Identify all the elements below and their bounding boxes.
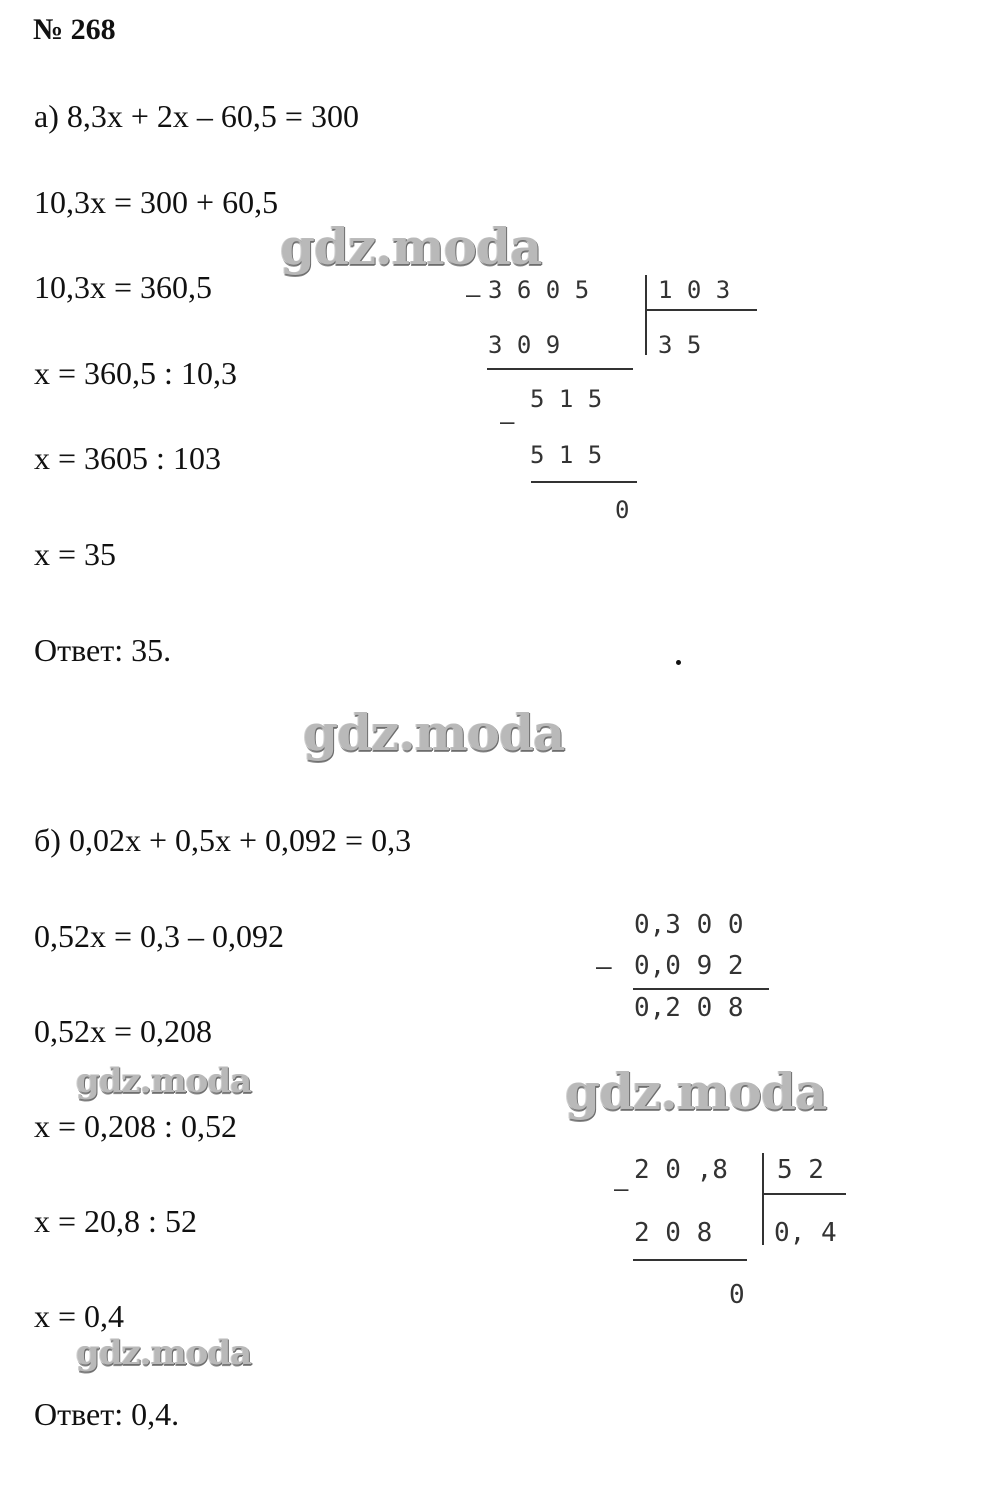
division-quotient: 3 5: [658, 331, 702, 359]
division-b-remainder: 0: [729, 1280, 745, 1310]
watermark-1: gdz.moda: [280, 217, 542, 276]
subtraction-minus: –: [596, 952, 612, 982]
division-bar: [645, 275, 647, 355]
part-a-line-2: 10,3x = 300 + 60,5: [34, 184, 279, 220]
division-b-divisor-underline: [762, 1193, 846, 1195]
division-b-line: [633, 1259, 747, 1261]
division-b-bar: [762, 1153, 764, 1245]
division-dividend: 3 6 0 5: [488, 276, 590, 304]
watermark-5: gdz.moda: [76, 1333, 252, 1373]
division-step1-sub: 3 0 9: [488, 331, 561, 359]
division-minus-2: –: [500, 408, 515, 436]
divisor-underline: [645, 309, 757, 311]
part-a-line-6: x = 35: [34, 536, 117, 572]
subtraction-result: 0,2 0 8: [634, 993, 744, 1023]
part-a-line-4: x = 360,5 : 10,3: [34, 355, 237, 391]
subtraction-line: [633, 988, 769, 990]
division-minus: –: [466, 281, 481, 309]
division-divisor: 1 0 3: [658, 276, 731, 304]
watermark-2: gdz.moda: [303, 703, 565, 762]
part-b-line-5: x = 20,8 : 52: [34, 1203, 197, 1239]
part-a-line-1: а) 8,3x + 2x – 60,5 = 300: [34, 98, 359, 134]
watermark-3: gdz.moda: [565, 1062, 827, 1121]
part-a-answer: Ответ: 35.: [34, 632, 172, 668]
part-b-line-1: б) 0,02x + 0,5x + 0,092 = 0,3: [34, 822, 412, 858]
part-b-line-4: x = 0,208 : 0,52: [34, 1108, 237, 1144]
division-b-minus: –: [614, 1175, 629, 1203]
division-b-divisor: 5 2: [777, 1155, 824, 1185]
part-b-line-6: x = 0,4: [34, 1298, 125, 1334]
division-line-1: [487, 368, 633, 370]
division-b-step1-sub: 2 0 8: [634, 1218, 713, 1248]
division-b-dividend: 2 0 ,8: [634, 1155, 728, 1185]
division-line-2: [531, 481, 637, 483]
part-b-line-2: 0,52x = 0,3 – 0,092: [34, 918, 285, 954]
subtraction-top: 0,3 0 0: [634, 910, 744, 940]
watermark-4: gdz.moda: [76, 1061, 252, 1101]
part-b-answer: Ответ: 0,4.: [34, 1396, 180, 1432]
stray-dot: [676, 660, 681, 665]
part-a-line-5: x = 3605 : 103: [34, 440, 221, 476]
problem-number: № 268: [33, 13, 116, 46]
part-a-line-3: 10,3x = 360,5: [34, 269, 213, 305]
part-b-line-3: 0,52x = 0,208: [34, 1013, 213, 1049]
subtraction-bottom: 0,0 9 2: [634, 951, 744, 981]
division-b-quotient: 0, 4: [774, 1218, 837, 1248]
division-step2-sub: 5 1 5: [530, 441, 603, 469]
division-remainder: 0: [615, 496, 630, 524]
division-step2-rem: 5 1 5: [530, 385, 603, 413]
